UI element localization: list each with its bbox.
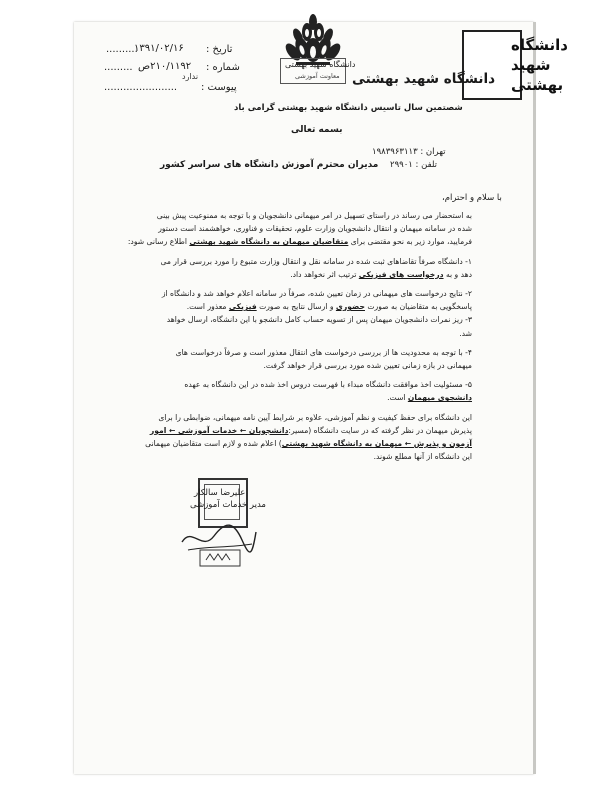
number-value: ۲۱۰/۱۱۹۲ص (138, 61, 192, 72)
university-name: دانشگاه شهید بهشتی (352, 71, 496, 87)
body-line (157, 211, 472, 220)
city-phone: تهران : ۱۹۸۳۹۶۳۱۱۳ (372, 147, 446, 157)
attachment-label: پیوست : (201, 82, 237, 93)
body-text: دهد و به (443, 269, 472, 279)
body-line (263, 361, 472, 370)
body-text: شد. (459, 328, 472, 338)
body-line (158, 224, 472, 233)
body-line (176, 348, 472, 357)
body-text: ) اعلام شده و لازم است متقاضیان میهمانی (145, 439, 282, 448)
body-text: فرمایید، موارد زیر به نحو مقتضی برای (348, 237, 472, 247)
body-line (162, 289, 472, 298)
body-line (145, 439, 472, 448)
body-emphasis: درخواست های فیزیکی (358, 269, 444, 279)
body-line (387, 393, 472, 402)
body-text: پذیرش میهمان در نظر گرفته که در سایت دانشگاه (مسیر: (288, 425, 472, 435)
signatory-name: علیرضا سالکار (194, 488, 246, 498)
body-line (158, 413, 472, 422)
body-text: ۲- نتایج درخواست های میهمانی در زمان تعیین شده، صرفاً در سامانه اعلام خواهد شد و دانشگاه از (161, 289, 472, 298)
body-line (161, 257, 473, 266)
emblem-subcaption: معاونت آموزشی (295, 72, 340, 80)
body-text: و ارسال نتایج به صورت (256, 302, 336, 312)
body-text: ۵- مسئولیت اخذ موافقت دانشگاه مبداء با فهرست دروس اخذ شده در این دانشگاه به عهده (184, 380, 472, 390)
body-text: ۳- ریز نمرات دانشجویان میهمان پس از تسویه حساب کامل دانشجو با این دانشگاه، ارسال خواهد (166, 315, 472, 325)
recipient: مدیران محترم آموزش دانشگاه های سراسر کشور (160, 160, 379, 170)
body-text: است. (387, 393, 408, 403)
body-line (184, 380, 472, 389)
tagline: شصتمین سال تاسیس دانشگاه شهید بهشتی گرامی باد (234, 103, 463, 113)
number-dots: ......... (104, 62, 133, 73)
body-line (290, 270, 472, 279)
body-line (128, 237, 472, 246)
body-text: معذور است. (186, 302, 229, 312)
bismillah: بسمه تعالی (291, 125, 343, 135)
signatory-title: مدیر خدمات آموزشی (190, 500, 266, 510)
body-line (187, 302, 472, 311)
greeting: با سلام و احترام، (442, 193, 502, 203)
body-text: میهمانی در بازه زمانی تعیین شده مورد بررسی قرار خواهد گرفت. (263, 361, 472, 370)
date-value: ۱۳۹۱/۰۲/۱۶ (134, 43, 184, 54)
body-emphasis: آزمون و پذیرش ← میهمان به دانشگاه شهید بهشتی (281, 439, 472, 448)
body-emphasis: حضوری (335, 302, 365, 312)
body-text: اطلاع رسانی شود: (127, 237, 190, 247)
body-line (459, 329, 472, 338)
body-emphasis: فیزیکی (228, 302, 257, 312)
body-line (150, 426, 472, 435)
body-line (374, 452, 472, 461)
date-label: تاریخ : (206, 44, 233, 55)
body-text: پاسخگویی به متقاضیان به صورت (364, 302, 472, 312)
body-emphasis: متقاضیان میهمان به دانشگاه شهید بهشتی (189, 237, 349, 247)
number-label: شماره : (206, 62, 240, 73)
body-emphasis: دانشجوی میهمان (407, 393, 472, 403)
university-logo-icon (462, 30, 568, 100)
attachment-dots: ....................... (104, 82, 178, 93)
svg-text:شهید: شهید (511, 56, 551, 74)
paper-edge (533, 22, 536, 774)
signature-icon (178, 512, 260, 570)
fax: تلفن : ۲۹۹۰۱ (390, 160, 438, 170)
body-emphasis: دانشجویان ← خدمات آموزشی ← امور (149, 425, 289, 435)
body-text: شده در سامانه میهمان و انتقال دانشجویان وزارت علوم، تحقیقات و فناوری، خواهشمند است دستور (158, 224, 472, 234)
svg-text:بهشتی: بهشتی (511, 76, 564, 94)
emblem-caption: دانشگاه شهید بهشتی (285, 60, 356, 69)
body-text: ۱- دانشگاه صرفاً تقاضاهای ثبت شده در سامانه نقل و انتقال وزارت متبوع را مورد بررسی قرار می (160, 256, 472, 266)
body-text: ۴- با توجه به محدودیت ها از بررسی درخواست های انتقال معذور است و صرفاً درخواست های (175, 347, 472, 357)
svg-text:دانشگاه: دانشگاه (511, 36, 568, 54)
body-text: این دانشگاه از آنها مطلع شوند. (373, 452, 472, 462)
date-dots: .......... (106, 44, 138, 55)
attachment-value: ندارد (182, 72, 199, 81)
body-text: به استحضار می رساند در راستای تسهیل در امر میهمانی دانشجویان و با توجه به ممنوعیت پیش بینی (156, 211, 472, 220)
body-line (167, 315, 472, 324)
body-text: ترتیب اثر نخواهد داد. (290, 269, 359, 279)
body-text: این دانشگاه برای حفظ کیفیت و نظم آموزشی، علاوه بر شرایط آیین نامه میهمانی، ضوابطی را برای (158, 412, 472, 422)
